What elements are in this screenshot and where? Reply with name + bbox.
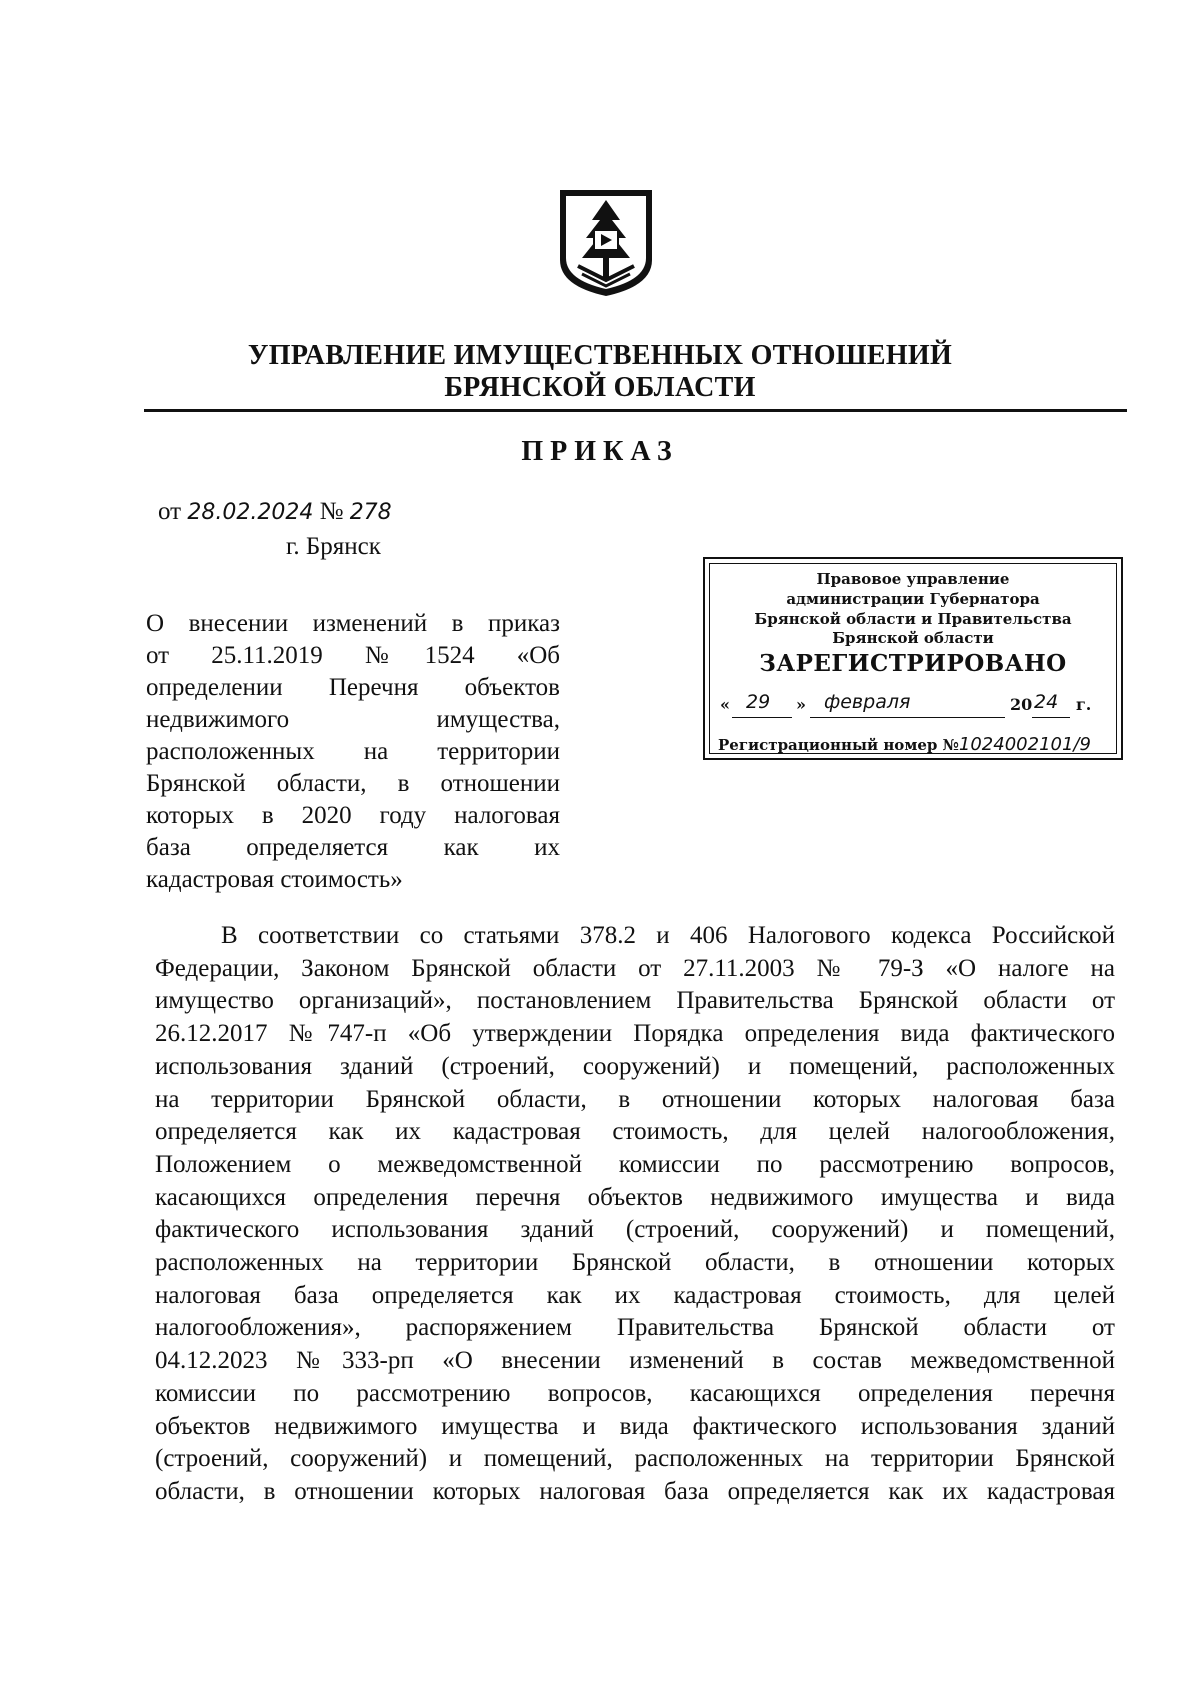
- stamp-reg-number-row: [718, 734, 1091, 755]
- body-line: касающихся определения перечня объектов недвижимого имущества и вида: [155, 1183, 1115, 1211]
- subject-line: база определяется как их: [146, 834, 560, 861]
- body-line: комиссии по рассмотрению вопросов, касающихся определения перечня: [155, 1379, 1115, 1407]
- body-line: объектов недвижимого имущества и вида фактического использования зданий: [155, 1412, 1115, 1440]
- subject-line: которых в 2020 году налоговая: [146, 802, 560, 829]
- subject-line: определении Перечня объектов: [146, 674, 560, 701]
- month-handwritten: февраля: [824, 691, 911, 713]
- body-line: определяется как их кадастровая стоимость, для целей налогообложения,: [155, 1118, 1115, 1146]
- open-quote: «: [720, 695, 730, 714]
- body-line: В соответствии со статьями 378.2 и 406 Налогового кодекса Российской: [221, 922, 1115, 949]
- date-prefix: от: [158, 498, 182, 525]
- body-line: фактического использования зданий (строений, сооружений) и помещений,: [155, 1216, 1115, 1244]
- subject-line: от 25.11.2019 №1524 «Об: [146, 642, 560, 669]
- day-handwritten: 29: [746, 691, 771, 713]
- number-label: №: [319, 498, 344, 525]
- header-divider: [144, 409, 1127, 412]
- body-line: использования зданий (строений, сооружений) и помещений, расположенных: [155, 1052, 1115, 1080]
- reg-number-label: Регистрационный номер №: [718, 736, 959, 754]
- bryansk-coat-of-arms-icon: [556, 186, 656, 300]
- registration-stamp: [703, 557, 1123, 760]
- year-prefix: 20: [1010, 695, 1033, 714]
- stamp-line: Брянской области: [832, 629, 994, 647]
- city: г. Брянск: [286, 533, 381, 560]
- subject-line: недвижимого имущества,: [146, 706, 560, 733]
- year-unit: г.: [1076, 695, 1092, 714]
- stamp-line: Брянской области и Правительства: [754, 610, 1072, 628]
- year-handwritten: 24: [1034, 691, 1059, 713]
- org-title-line1: УПРАВЛЕНИЕ ИМУЩЕСТВЕННЫХ ОТНОШЕНИЙ: [247, 340, 953, 371]
- body-line: 26.12.2017 №747-п «Об утверждении Порядка определения вида фактического: [155, 1020, 1115, 1048]
- subject-line: кадастровая стоимость»: [146, 866, 403, 893]
- close-quote: »: [796, 695, 806, 714]
- stamp-registered: ЗАРЕГИСТРИРОВАНО: [759, 650, 1067, 677]
- registration-stamp-inner: [709, 563, 1117, 754]
- body-line: (строений, сооружений) и помещений, расположенных на территории Брянской: [155, 1445, 1115, 1473]
- body-line: области, в отношении которых налоговая база определяется как их кадастровая: [155, 1477, 1115, 1505]
- document-type: ПРИКАЗ: [521, 436, 679, 467]
- body-line: имущество организаций», постановлением Правительства Брянской области от: [155, 987, 1115, 1015]
- body-line: Положением о межведомственной комиссии по рассмотрению вопросов,: [155, 1150, 1115, 1178]
- body-line: на территории Брянской области, в отношении которых налоговая база: [155, 1085, 1115, 1113]
- stamp-line: администрации Губернатора: [786, 590, 1040, 608]
- subject-line: Брянской области, в отношении: [146, 770, 560, 797]
- stamp-line: Правовое управление: [816, 570, 1010, 588]
- body-line: налоговая база определяется как их кадастровая стоимость, для целей: [155, 1281, 1115, 1309]
- stamp-date-row: [720, 691, 1114, 721]
- document-subject: [146, 608, 560, 896]
- reg-number-handwritten: 1024002101/9: [958, 734, 1091, 755]
- subject-line: О внесении изменений в приказ: [146, 610, 560, 637]
- body-text: [155, 920, 1115, 1509]
- number-handwritten: 278: [349, 500, 392, 525]
- body-line: Федерации, Законом Брянской области от 27.11.2003 № 79-З «О налоге на: [155, 954, 1115, 982]
- org-title-line2: БРЯНСКОЙ ОБЛАСТИ: [444, 372, 756, 403]
- date-handwritten: 28.02.2024: [187, 500, 314, 525]
- body-line: налогообложения», распоряжением Правительства Брянской области от: [155, 1314, 1115, 1342]
- body-line: расположенных на территории Брянской области, в отношении которых: [155, 1249, 1115, 1277]
- subject-line: расположенных на территории: [146, 738, 560, 765]
- body-line: 04.12.2023 №333-рп «О внесении изменений в состав межведомственной: [155, 1347, 1115, 1375]
- date-number-line: [158, 498, 392, 526]
